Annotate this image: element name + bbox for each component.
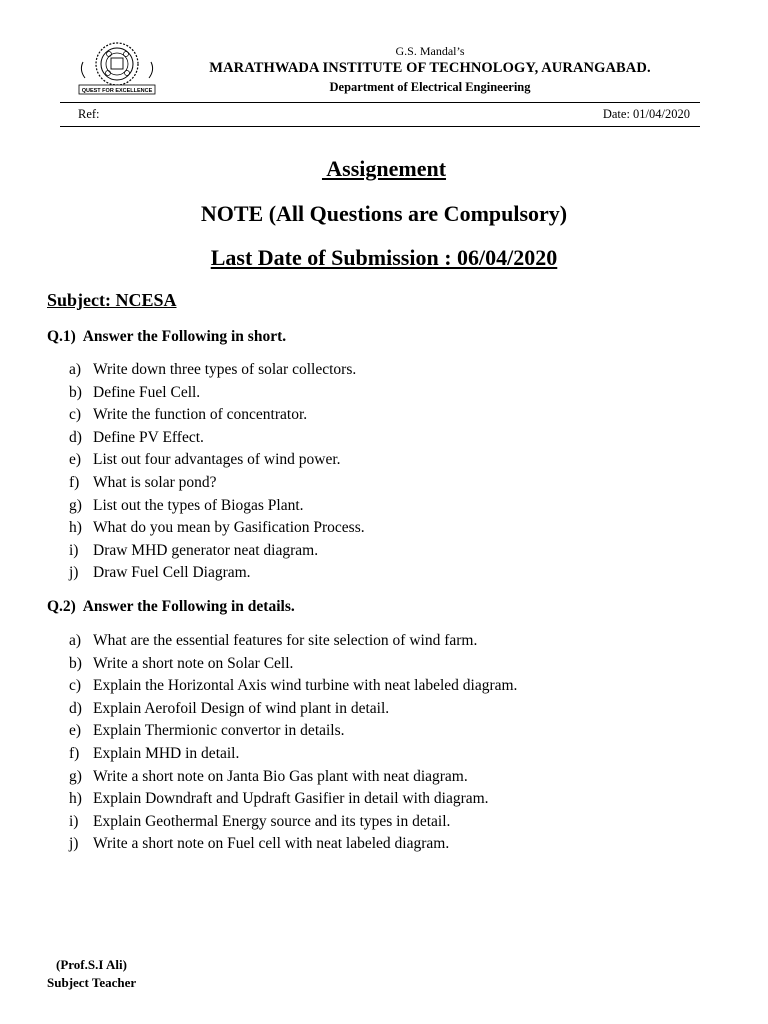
assignment-title: Assignement: [321, 156, 447, 181]
list-item: d) Explain Aerofoil Design of wind plant in detail.: [69, 699, 390, 717]
department-name: Department of Electrical Engineering: [329, 80, 531, 94]
society-name: G.S. Mandal’s: [395, 44, 465, 58]
question-2-heading: Q.2) Answer the Following in details.: [47, 598, 295, 615]
question-2-list: [69, 630, 517, 856]
compulsory-note: NOTE (All Questions are Compulsory): [200, 201, 568, 226]
list-item: i) Explain Geothermal Energy source and its types in detail.: [69, 812, 451, 830]
list-item: f) What is solar pond?: [69, 473, 217, 491]
subject-heading: Subject: NCESA: [47, 290, 177, 310]
list-item: b) Define Fuel Cell.: [69, 383, 201, 401]
list-item: c) Explain the Horizontal Axis wind turbine with neat labeled diagram.: [69, 677, 518, 695]
question-1-heading: Q.1) Answer the Following in short.: [47, 328, 287, 345]
header-rule-bottom: [60, 126, 700, 127]
list-item: h) What do you mean by Gasification Process.: [69, 519, 365, 537]
list-item: j) Write a short note on Fuel cell with neat labeled diagram.: [69, 835, 450, 853]
ref-label: Ref:: [78, 107, 100, 121]
header-rule-top: [60, 102, 700, 103]
list-item: g) Write a short note on Janta Bio Gas plant with neat diagram.: [69, 767, 468, 785]
list-item: i) Draw MHD generator neat diagram.: [69, 541, 319, 559]
list-item: a) Write down three types of solar collectors.: [69, 361, 357, 378]
document-date: Date: 01/04/2020: [602, 107, 690, 121]
institute-name: MARATHWADA INSTITUTE OF TECHNOLOGY, AURANGABAD.: [209, 60, 651, 76]
list-item: c) Write the function of concentrator.: [69, 406, 308, 424]
institute-logo-emblem: [75, 40, 160, 98]
submission-deadline: Last Date of Submission : 06/04/2020: [210, 245, 558, 270]
list-item: a) What are the essential features for site selection of wind farm.: [69, 632, 478, 649]
logo-motto: QUEST FOR EXCELLENCE: [81, 88, 153, 94]
list-item: h) Explain Downdraft and Updraft Gasifier in detail with diagram.: [69, 790, 489, 808]
list-item: g) List out the types of Biogas Plant.: [69, 496, 304, 514]
list-item: e) List out four advantages of wind power.: [69, 451, 341, 469]
list-item: d) Define PV Effect.: [69, 428, 204, 446]
list-item: e) Explain Thermionic convertor in details.: [69, 722, 345, 740]
teacher-role: Subject Teacher: [47, 975, 137, 990]
teacher-name: (Prof.S.I Ali): [56, 957, 127, 972]
question-1-list: [69, 359, 365, 585]
list-item: f) Explain MHD in detail.: [69, 744, 240, 762]
list-item: b) Write a short note on Solar Cell.: [69, 654, 294, 672]
list-item: j) Draw Fuel Cell Diagram.: [69, 564, 251, 582]
